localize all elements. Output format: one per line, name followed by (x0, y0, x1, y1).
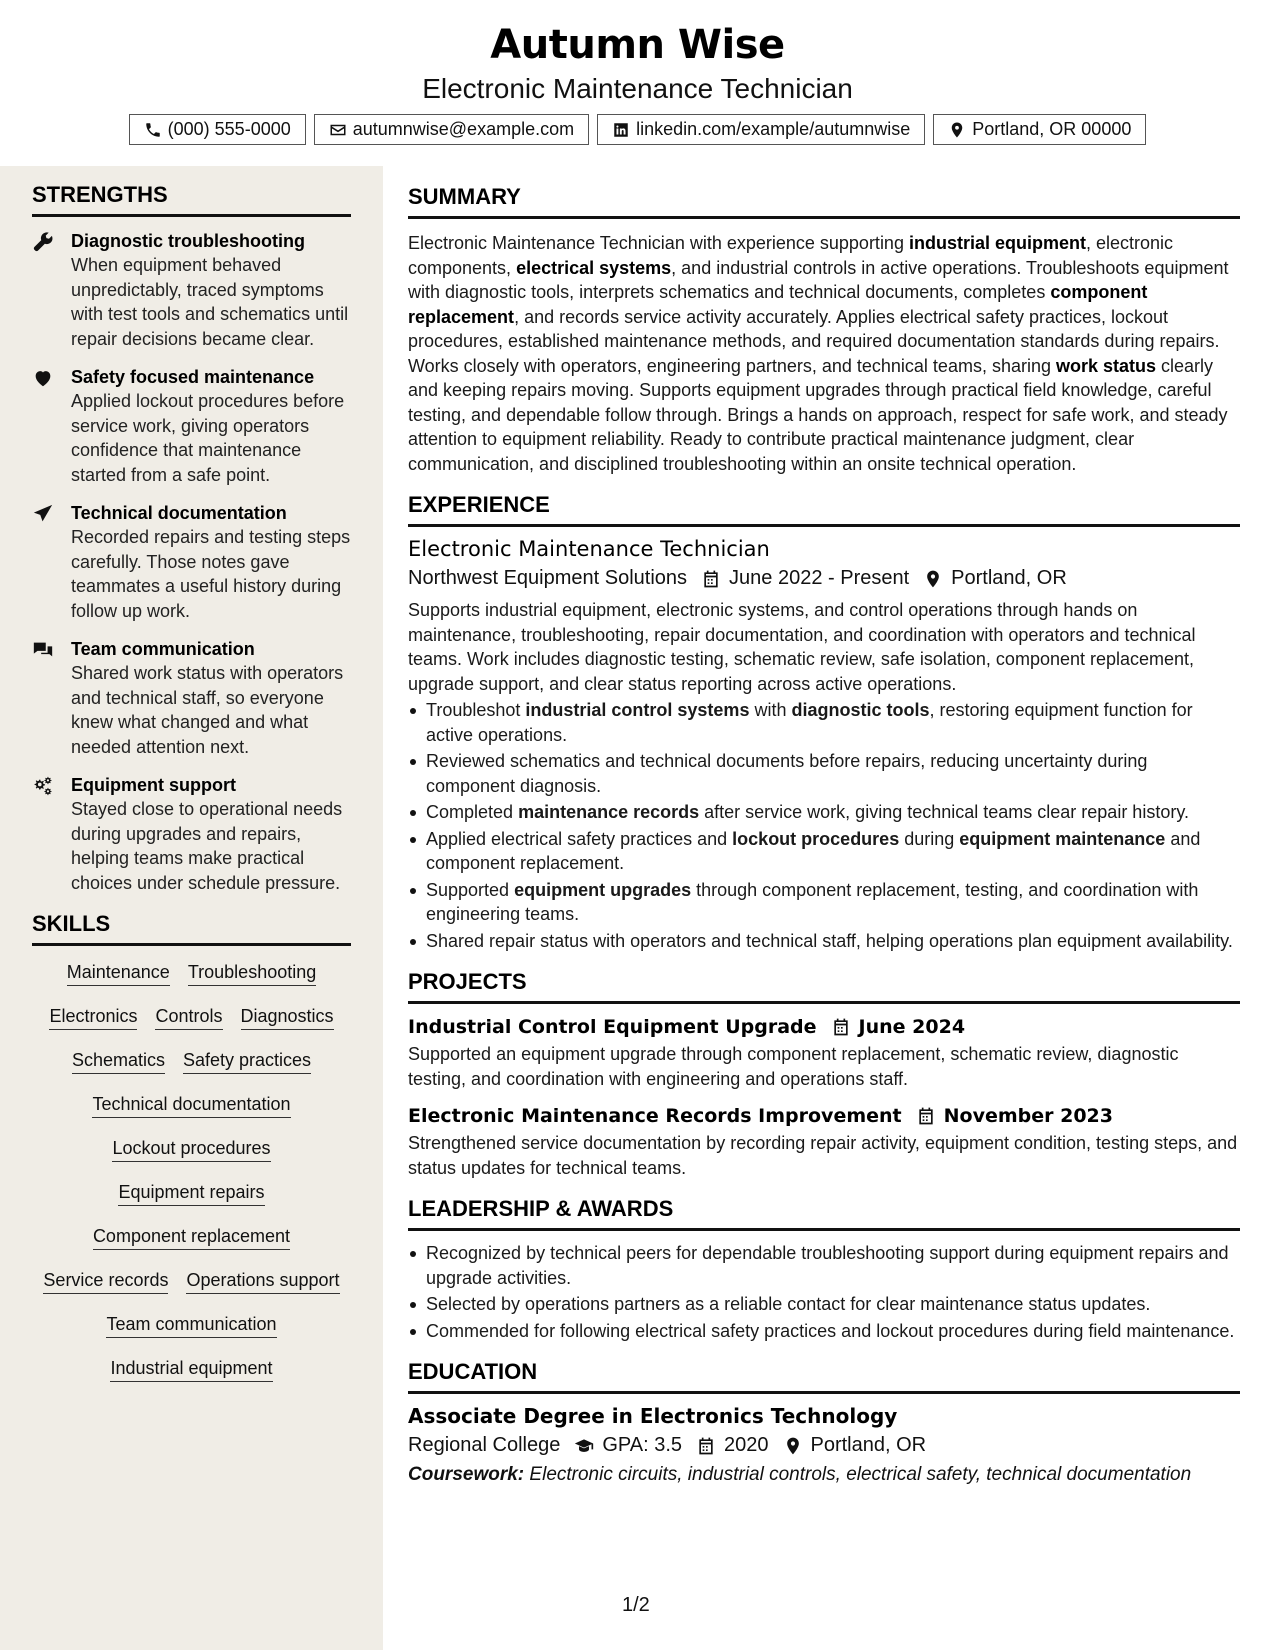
experience-title: EXPERIENCE (408, 492, 1240, 527)
calendar-icon (696, 1436, 716, 1456)
strengths-list (32, 229, 351, 895)
experience-bullet (408, 827, 1240, 876)
calendar-icon (831, 1017, 851, 1037)
experience-bullet (408, 749, 1240, 798)
bullet-emphasis: maintenance records (518, 802, 700, 822)
skill-tag: Safety practices (183, 1048, 311, 1074)
map-pin-icon (948, 121, 966, 139)
experience-role: Electronic Maintenance Technician (408, 537, 770, 561)
strength-item (32, 365, 351, 487)
strength-item (32, 773, 351, 895)
graduation-cap-icon (574, 1436, 594, 1456)
leadership-bullets (408, 1241, 1240, 1343)
strength-title: Team communication (71, 639, 255, 659)
education-title: EDUCATION (408, 1359, 1240, 1394)
education-meta (408, 1434, 1240, 1457)
email-text: autumnwise@example.com (352, 119, 575, 139)
experience-bullets (408, 698, 1240, 953)
summary-emphasis: industrial equipment (908, 233, 1086, 253)
summary-text: , and industrial controls in active operations. Troubleshoots equipment with diagnostic tools, interprets schematics and technical documents, completes (408, 257, 1229, 302)
skill-tag: Service records (43, 1268, 168, 1294)
linkedin-icon (612, 121, 630, 139)
linkedin-text: linkedin.com/example/autumnwise (636, 119, 911, 139)
bullet-text: during (899, 828, 960, 849)
skill-tag: Schematics (72, 1048, 165, 1074)
education-degree: Associate Degree in Electronics Technology (408, 1404, 898, 1428)
job-title: Electronic Maintenance Technician (422, 73, 853, 104)
skill-tag: Lockout procedures (112, 1136, 270, 1162)
calendar-icon (701, 569, 721, 589)
contact-phone[interactable] (129, 114, 306, 145)
bullet-emphasis: diagnostic tools (791, 700, 930, 720)
envelope-icon (329, 121, 347, 139)
bullet-emphasis: industrial control systems (525, 700, 750, 720)
education-coursework (408, 1463, 1240, 1487)
calendar-icon (916, 1106, 936, 1126)
bullet-text: Applied electrical safety practices and (426, 828, 733, 849)
summary-text (408, 231, 1240, 476)
project-date: June 2024 (858, 1016, 966, 1038)
main-content (408, 166, 1240, 1487)
strength-title: Safety focused maintenance (71, 367, 315, 387)
bullet-text: after service work, giving technical teams clear repair history. (699, 802, 1189, 822)
phone-icon (144, 121, 162, 139)
skills-title: SKILLS (32, 911, 351, 946)
paper-plane-icon (32, 503, 54, 525)
summary-text: , and records service activity accurately. Applies electrical safety practices, lockout procedures, established maintenance methods, and required documentation standards during repairs. Works closely with operators, engineering partners, and technical teams, sharing (408, 306, 1220, 376)
bullet-text: Completed (426, 802, 519, 822)
wrench-icon (32, 231, 54, 253)
project-desc: Strengthened service documentation by recording repair activity, equipment condition, testing steps, and status updates for technical teams. (408, 1133, 1238, 1178)
experience-bullet (408, 800, 1240, 825)
contact-location[interactable] (933, 114, 1146, 145)
experience-dates: June 2022 - Present (729, 567, 910, 589)
strength-item (32, 501, 351, 623)
experience-company: Northwest Equipment Solutions (408, 567, 688, 589)
project-name: Electronic Maintenance Records Improvement (408, 1105, 902, 1127)
skill-tag: Equipment repairs (118, 1180, 264, 1206)
skill-tag: Technical documentation (92, 1092, 290, 1118)
education-school: Regional College (408, 1434, 561, 1456)
strength-desc: Stayed close to operational needs during upgrades and repairs, helping teams make practical choices under schedule pressure. (71, 799, 343, 893)
skill-tag: Team communication (106, 1312, 276, 1338)
skill-tag: Controls (155, 1004, 222, 1030)
resume-header (0, 0, 1275, 166)
experience-meta (408, 567, 1240, 590)
bullet-emphasis: lockout procedures (732, 828, 900, 849)
chat-bubbles-icon (32, 639, 54, 661)
experience-bullet (408, 929, 1240, 954)
strengths-title: STRENGTHS (32, 182, 351, 217)
summary-text: clearly and keeping repairs moving. Supports equipment upgrades through practical field knowledge, careful testing, and dependable follow through. Brings a hands on approach, respect for safe work, and steady attention to equipment reliability. Ready to contribute practical maintenance judgment, clear communication, and disciplined troubleshooting within an onsite technical operation. (408, 355, 1228, 474)
project-item (408, 1016, 1240, 1091)
strength-item (32, 637, 351, 759)
contact-linkedin[interactable] (597, 114, 925, 145)
leadership-bullet: Recognized by technical peers for dependable troubleshooting support during equipment repairs and upgrade activities. (408, 1241, 1240, 1290)
education-gpa: GPA: 3.5 (602, 1434, 682, 1456)
education-year: 2020 (724, 1434, 769, 1456)
skill-tag: Diagnostics (241, 1004, 334, 1030)
gears-icon (32, 775, 54, 797)
coursework-label: Coursework: (408, 1464, 525, 1485)
map-pin-icon (923, 569, 943, 589)
experience-description: Supports industrial equipment, electronic systems, and control operations through hands on maintenance, troubleshooting, repair documentation, and coordination with operators and technical teams. Work includes diagnostic testing, schematic review, safe isolation, component replacement, upgrade support, and clear status reporting across active operations. (408, 600, 1196, 694)
experience-bullet (408, 698, 1240, 747)
summary-title: SUMMARY (408, 184, 1240, 219)
leadership-bullet: Commended for following electrical safety practices and lockout procedures during field maintenance. (408, 1319, 1240, 1344)
strength-desc: Recorded repairs and testing steps carefully. Those notes gave teammates a useful history during follow up work. (71, 527, 351, 621)
summary-text: , electronic components, (408, 233, 1174, 278)
strength-desc: Applied lockout procedures before service work, giving operators confidence that maintenance started from a safe point. (71, 391, 345, 485)
skills-list (32, 960, 351, 1382)
bullet-emphasis: equipment upgrades (514, 879, 692, 900)
strength-title: Equipment support (71, 775, 236, 795)
skill-tag: Operations support (186, 1268, 339, 1294)
skill-tag: Electronics (49, 1004, 137, 1030)
bullet-text: through component replacement, testing, and coordination with engineering teams. (426, 879, 1199, 924)
projects-title: PROJECTS (408, 969, 1240, 1004)
bullet-text: , restoring equipment function for active operations. (426, 700, 1193, 745)
location-text: Portland, OR 00000 (972, 119, 1132, 139)
strength-item (32, 229, 351, 351)
summary-emphasis: electrical systems (516, 257, 672, 278)
bullet-text: Troubleshot (426, 700, 526, 720)
education-location: Portland, OR (810, 1434, 927, 1456)
skill-tag: Troubleshooting (188, 960, 316, 986)
bullet-emphasis: equipment maintenance (959, 828, 1166, 849)
project-item (408, 1105, 1240, 1180)
strength-title: Diagnostic troubleshooting (71, 231, 305, 251)
page-number: 1/2 (622, 1594, 650, 1616)
strength-desc: Shared work status with operators and technical staff, so everyone knew what changed and what needed attention next. (71, 663, 344, 757)
phone-text: (000) 555-0000 (167, 119, 291, 139)
strength-title: Technical documentation (71, 503, 287, 523)
skill-tag: Industrial equipment (110, 1356, 272, 1382)
bullet-text: Supported (426, 879, 515, 900)
experience-bullet (408, 878, 1240, 927)
project-date: November 2023 (943, 1105, 1114, 1127)
skill-tag: Maintenance (67, 960, 170, 986)
bullet-text: and component replacement. (426, 828, 1201, 873)
bullet-text: Reviewed schematics and technical documents before repairs, reducing uncertainty during component diagnosis. (426, 751, 1148, 796)
summary-emphasis: component replacement (408, 282, 1148, 327)
contact-bar (0, 114, 1275, 145)
project-name: Industrial Control Equipment Upgrade (408, 1016, 817, 1038)
bullet-text: with (749, 700, 792, 720)
coursework-text: Electronic circuits, industrial controls, electrical safety, technical documentation (524, 1464, 1192, 1485)
experience-location: Portland, OR (951, 567, 1067, 589)
bullet-text: Shared repair status with operators and technical staff, helping operations plan equipment availability. (426, 930, 1233, 951)
leadership-title: LEADERSHIP & AWARDS (408, 1196, 1240, 1231)
sidebar (0, 166, 383, 1650)
candidate-name: Autumn Wise (490, 22, 785, 68)
project-desc: Supported an equipment upgrade through component replacement, schematic review, diagnostic testing, and coordination with engineering and operations staff. (408, 1044, 1179, 1089)
strength-desc: When equipment behaved unpredictably, traced symptoms with test tools and schematics until repair decisions became clear. (71, 255, 349, 349)
leadership-bullet: Selected by operations partners as a reliable contact for clear maintenance status updates. (408, 1292, 1240, 1317)
map-pin-icon (783, 1436, 803, 1456)
heart-icon (32, 367, 54, 389)
skill-tag: Component replacement (93, 1224, 290, 1250)
summary-text: Electronic Maintenance Technician with experience supporting (408, 233, 909, 253)
contact-email[interactable] (314, 114, 589, 145)
summary-emphasis: work status (1056, 355, 1157, 376)
